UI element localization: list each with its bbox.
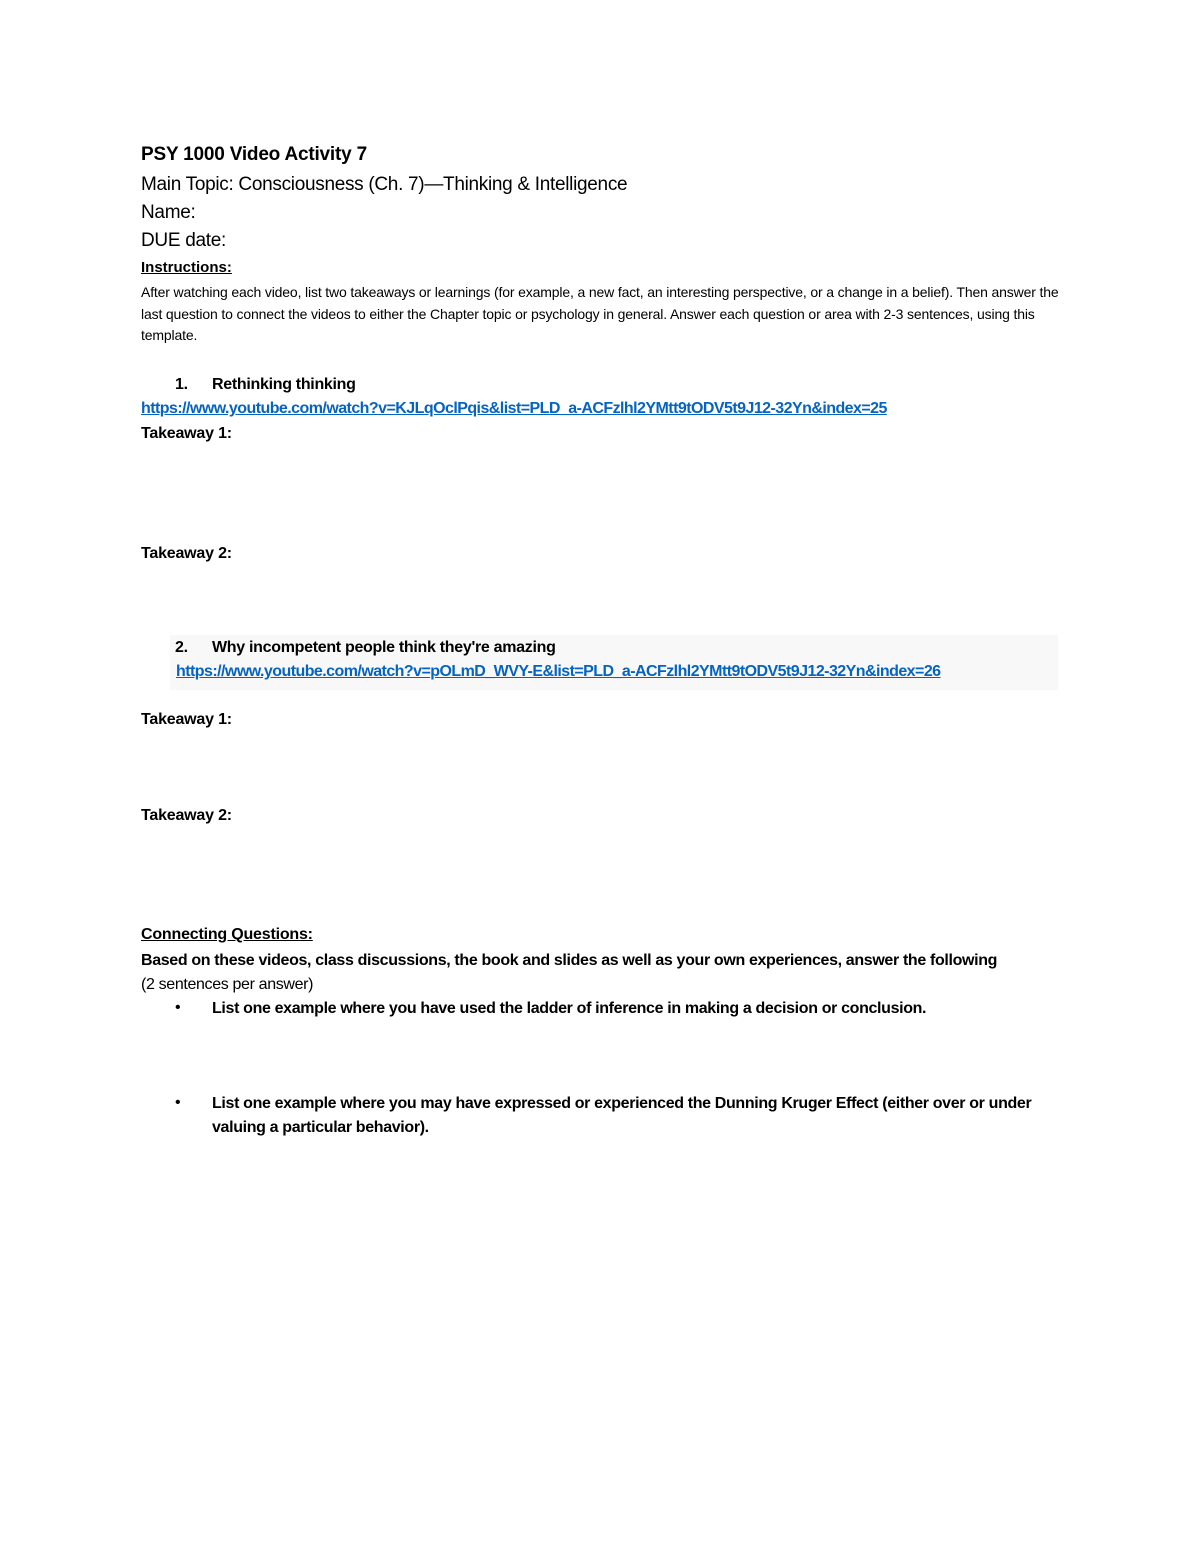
connecting-intro-bold: Based on these videos, class discussions, the book and slides as well as your own experiences, answer the following [141,952,998,969]
name-label: Name: [141,202,196,223]
question-2: List one example where you may have expressed or experienced the Dunning Kruger Effect (either over or under valuing a particular behavior). [212,1095,1032,1136]
bullet-icon: • [175,999,181,1016]
video-1-link[interactable]: https://www.youtube.com/watch?v=KJLqOclPqis&list=PLD_a-ACFzlhl2YMtt9tODV5t9J12-32Yn&index=25 [141,400,887,417]
question-1: List one example where you have used the ladder of inference in making a decision or conclusion. [212,1000,927,1017]
instructions-heading: Instructions: [141,259,232,276]
video-2-link[interactable]: https://www.youtube.com/watch?v=pOLmD_WVY-E&list=PLD_a-ACFzlhl2YMtt9tODV5t9J12-32Yn&index=26 [176,663,941,680]
video-2-takeaway-1-label: Takeaway 1: [141,711,232,728]
bullet-icon: • [175,1094,181,1111]
video-1-takeaway-2-label: Takeaway 2: [141,545,232,562]
document-title: PSY 1000 Video Activity 7 [141,144,367,165]
video-1-takeaway-1-label: Takeaway 1: [141,425,232,442]
video-1-title: Rethinking thinking [212,376,356,393]
video-2-takeaway-2-label: Takeaway 2: [141,807,232,824]
video-2-title: Why incompetent people think they're amazing [212,639,556,656]
connecting-questions-heading: Connecting Questions: [141,926,313,943]
connecting-questions-intro [141,949,1066,997]
due-date-label: DUE date: [141,230,226,251]
instructions-body: After watching each video, list two takeaways or learnings (for example, a new fact, an interesting perspective, or a change in a belief). Then answer the last question to connect the videos to either the Chapter topic or psychology in general. Answer each question or area with 2-3 sentences, using this template. [141,284,1059,343]
video-1-number: 1. [175,376,188,393]
connecting-intro-note: (2 sentences per answer) [141,976,314,993]
main-topic: Main Topic: Consciousness (Ch. 7)—Thinking & Intelligence [141,174,628,195]
video-2-number: 2. [175,639,188,656]
